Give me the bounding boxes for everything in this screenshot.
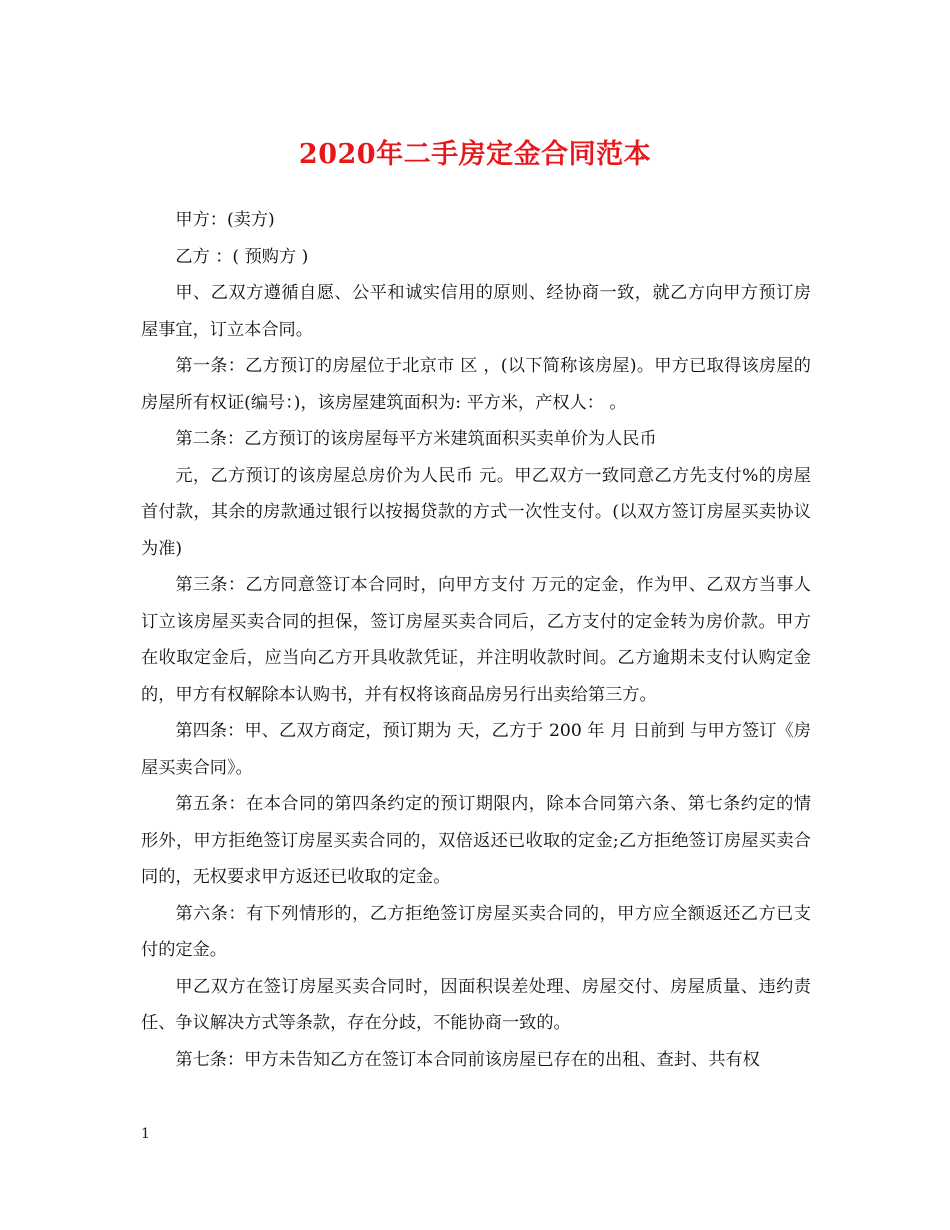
party-b-line: 乙方 ：( 预购方 ) (175, 246, 309, 267)
page-number: 1 (141, 1126, 150, 1142)
party-a-line: 甲方：(卖方) (175, 210, 275, 230)
article-2-continued-paragraph: 元，乙方预订的该房屋总房价为人民币 元。甲乙双方一致同意乙方先支付%的房屋首付款，其余的房款通过银行以按揭贷款的方式一次性支付。(以双方签订房屋买卖协议为准) (141, 465, 811, 559)
article-4-paragraph: 第四条：甲、乙双方商定，预订期为 天，乙方于 200 年 月 日前到 与甲方签订《房屋买卖合同》。 (141, 721, 811, 778)
article-6-item-paragraph: 甲乙双方在签订房屋买卖合同时，因面积误差处理、房屋交付、房屋质量、违约责任、争议解决方式等条款，存在分歧，不能协商一致的。 (141, 976, 811, 1033)
document-body (141, 202, 811, 1078)
article-6-paragraph: 第六条：有下列情形的，乙方拒绝签订房屋买卖合同的，甲方应全额返还乙方已支付的定金。 (141, 903, 811, 960)
article-3-paragraph: 第三条：乙方同意签订本合同时，向甲方支付 万元的定金，作为甲、乙双方当事人订立该房屋买卖合同的担保，签订房屋买卖合同后，乙方支付的定金转为房价款。甲方在收取定金后，应当向乙方开具收款凭证，并注明收款时间。乙方逾期未支付认购定金的，甲方有权解除本认购书，并有权将该商品房另行出卖给第三方。 (141, 575, 811, 705)
document-title: 2020年二手房定金合同范本 (298, 139, 652, 170)
article-7-paragraph: 第七条：甲方未告知乙方在签订本合同前该房屋已存在的出租、查封、共有权 (175, 1049, 760, 1070)
preamble-paragraph: 甲、乙双方遵循自愿、公平和诚实信用的原则、经协商一致，就乙方向甲方预订房屋事宜，订立本合同。 (141, 283, 811, 340)
article-2-paragraph: 第二条：乙方预订的该房屋每平方米建筑面积买卖单价为人民币 (175, 429, 657, 449)
article-5-paragraph: 第五条：在本合同的第四条约定的预订期限内，除本合同第六条、第七条约定的情形外，甲方拒绝签订房屋买卖合同的，双倍返还已收取的定金;乙方拒绝签订房屋买卖合同的，无权要求甲方返还已收取的定金。 (141, 794, 811, 887)
article-1-paragraph: 第一条：乙方预订的房屋位于北京市 区 ，(以下简称该房屋)。甲方已取得该房屋的房屋所有权证(编号：)，该房屋建筑面积为: 平方米，产权人： 。 (141, 356, 811, 413)
